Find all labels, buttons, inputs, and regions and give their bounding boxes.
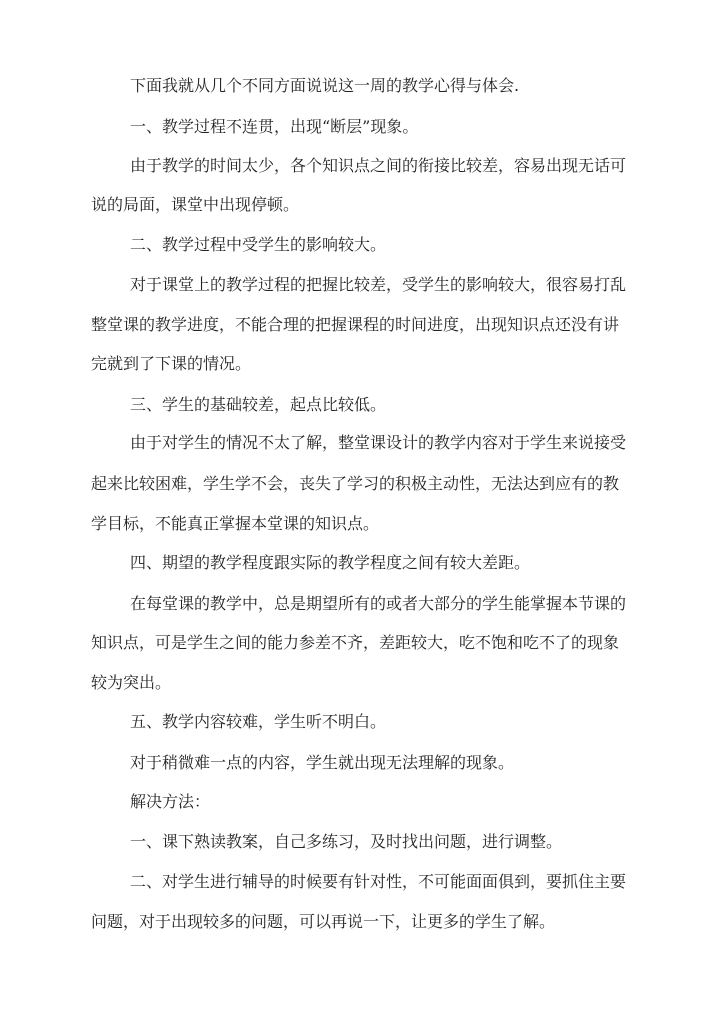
paragraph-5-line-1: 对于稍微难一点的内容，学生就出现无法理解的现象。 <box>130 753 515 772</box>
paragraph-2-line-1: 对于课堂上的教学过程的把握比较差，受学生的影响较大，很容易打乱 <box>130 275 627 294</box>
paragraph-4-line-1: 在每堂课的教学中，总是期望所有的或者大部分的学生能掌握本节课的 <box>130 594 627 613</box>
paragraph-3-line-3: 学目标，不能真正掌握本堂课的知识点。 <box>91 514 380 533</box>
heading-4: 四、期望的教学程度跟实际的教学程度之间有较大差距。 <box>130 553 531 572</box>
heading-5: 五、教学内容较难，学生听不明白。 <box>130 712 387 731</box>
paragraph-4-line-2: 知识点，可是学生之间的能力参差不齐，差距较大，吃不饱和吃不了的现象 <box>91 633 620 652</box>
solutions-heading: 解决方法： <box>130 792 211 811</box>
heading-3: 三、学生的基础较差，起点比较低。 <box>130 395 387 414</box>
paragraph-1-line-1: 由于教学的时间太少，各个知识点之间的衔接比较差，容易出现无话可 <box>130 156 627 175</box>
solution-2-line-1: 二、对学生进行辅导的时候要有针对性，不可能面面俱到，要抓住主要 <box>130 872 627 891</box>
paragraph-2-line-3: 完就到了下课的情况。 <box>91 354 252 373</box>
paragraph-4-line-3: 较为突出。 <box>91 673 172 692</box>
paragraph-3-line-2: 起来比较困难，学生学不会，丧失了学习的积极主动性，无法达到应有的教 <box>91 474 620 493</box>
solution-1: 一、课下熟读教案，自己多练习，及时找出问题，进行调整。 <box>130 832 563 851</box>
intro-line: 下面我就从几个不同方面说说这一周的教学心得与体会. <box>130 76 520 95</box>
paragraph-1-line-2: 说的局面，课堂中出现停顿。 <box>91 195 300 214</box>
paragraph-3-line-1: 由于对学生的情况不太了解，整堂课设计的教学内容对于学生来说接受 <box>130 433 627 452</box>
heading-2: 二、教学过程中受学生的影响较大。 <box>130 235 387 254</box>
paragraph-2-line-2: 整堂课的教学进度，不能合理的把握课程的时间进度，出现知识点还没有讲 <box>91 315 620 334</box>
solution-2-line-2: 问题，对于出现较多的问题，可以再说一下，让更多的学生了解。 <box>91 912 556 931</box>
heading-1: 一、教学过程不连贯，出现“断层”现象。 <box>130 117 419 136</box>
